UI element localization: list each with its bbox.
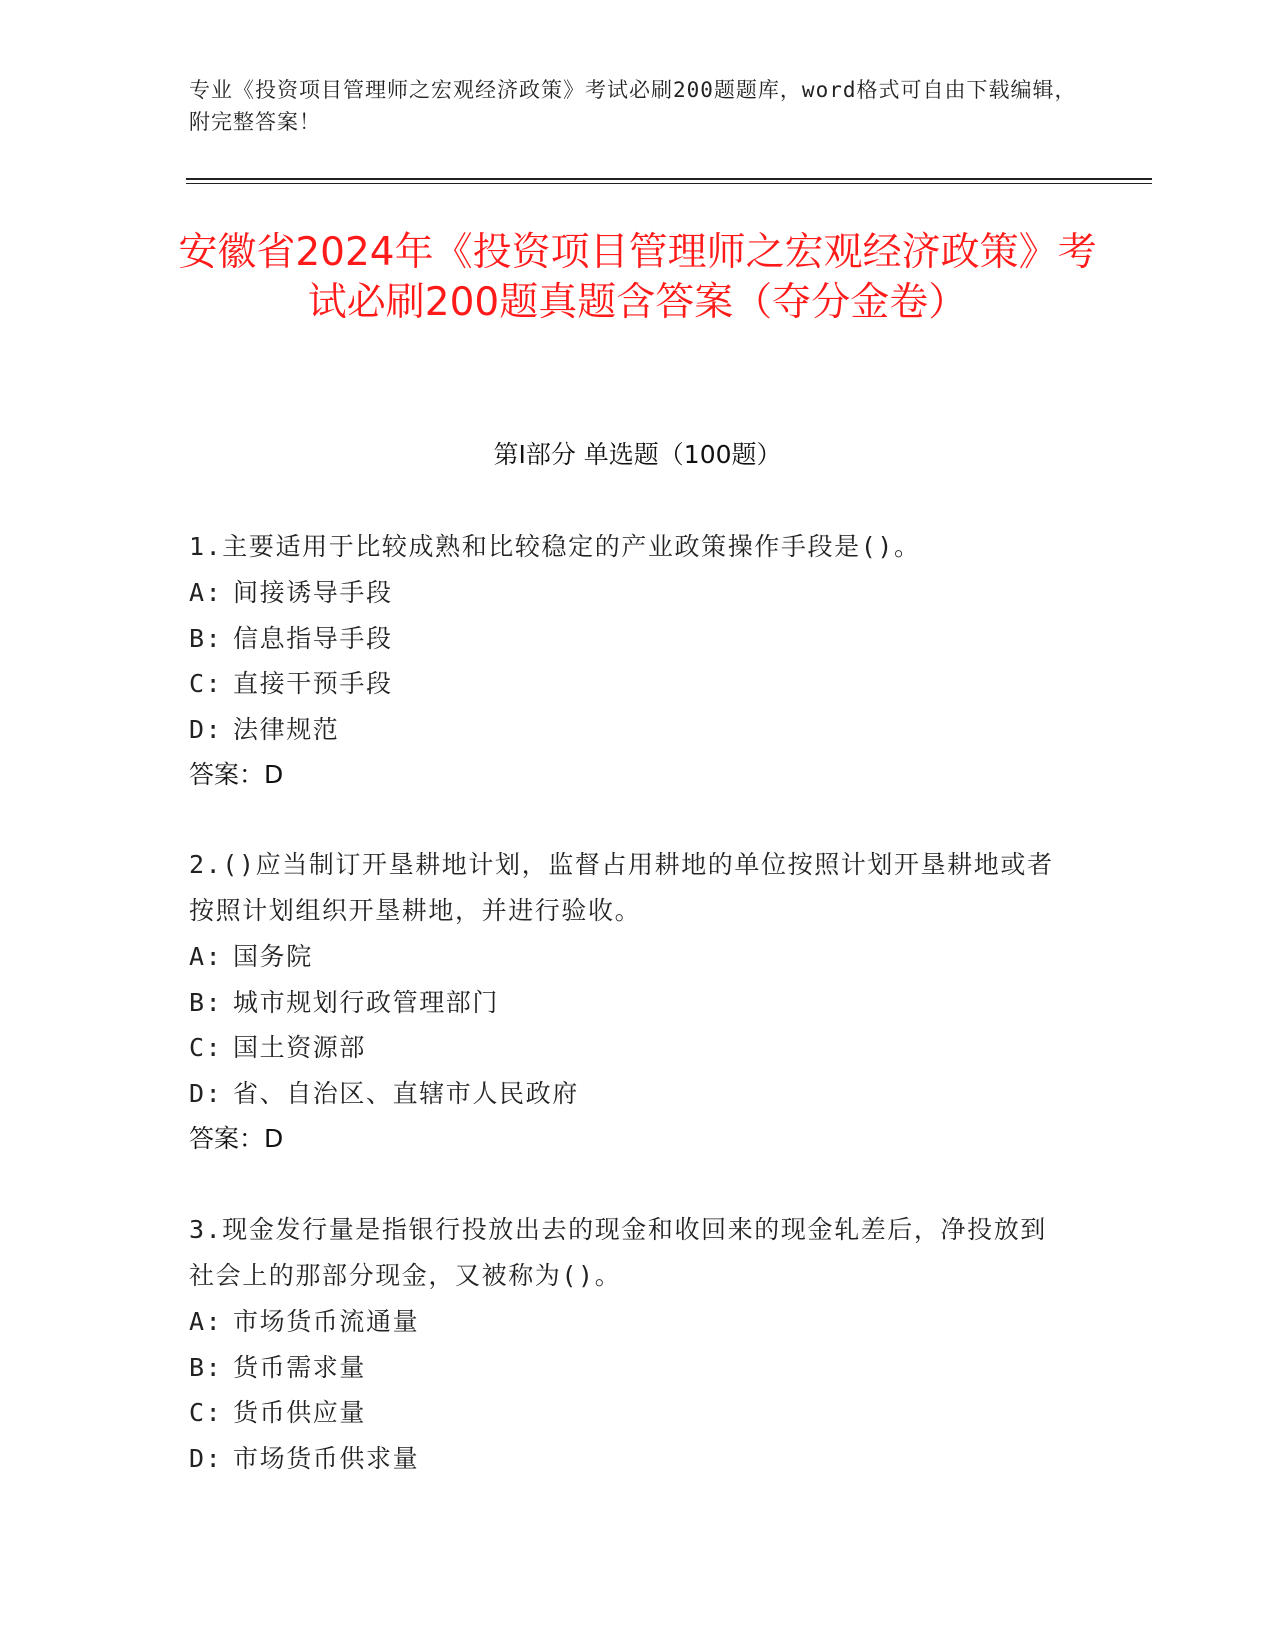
- option-key: C:: [189, 1398, 223, 1427]
- option-d: [189, 707, 1069, 753]
- document-title: 安徽省2024年《投资项目管理师之宏观经济政策》考试必刷200题真题含答案（夺分金卷）: [178, 230, 1097, 325]
- question-2: [189, 842, 1069, 1162]
- option-text: 信息指导手段: [233, 623, 393, 653]
- option-a: [189, 1299, 1069, 1345]
- answer: 答案：D: [189, 1124, 284, 1153]
- option-d: [189, 1436, 1069, 1482]
- option-c: [189, 1390, 1069, 1436]
- question-stem: 1.主要适用于比较成熟和比较稳定的产业政策操作手段是()。: [189, 532, 921, 561]
- header-divider-thin: [186, 183, 1152, 184]
- option-text: 间接诱导手段: [233, 578, 393, 607]
- option-b: [189, 1345, 1069, 1391]
- option-key: A:: [189, 1307, 223, 1336]
- option-key: A:: [189, 578, 223, 607]
- option-text: 省、自治区、直辖市人民政府: [233, 1078, 579, 1108]
- option-text: 国务院: [233, 942, 313, 971]
- question-stem: 3.现金发行量是指银行投放出去的现金和收回来的现金轧差后，净投放到社会上的那部分现金，又被称为()。: [189, 1215, 1047, 1290]
- question-3: [189, 1207, 1069, 1481]
- option-key: D:: [189, 1078, 223, 1108]
- option-text: 城市规划行政管理部门: [233, 987, 500, 1017]
- option-key: A:: [189, 942, 223, 971]
- option-b: [189, 616, 1069, 662]
- option-key: C:: [189, 669, 223, 698]
- option-key: D:: [189, 714, 223, 744]
- option-text: 国土资源部: [233, 1033, 367, 1062]
- option-text: 直接干预手段: [233, 669, 393, 698]
- option-key: B:: [189, 1352, 223, 1382]
- question-stem: 2.()应当制订开垦耕地计划，监督占用耕地的单位按照计划开垦耕地或者按照计划组织开垦耕地，并进行验收。: [189, 850, 1054, 925]
- header-note: 专业《投资项目管理师之宏观经济政策》考试必刷200题题库，word格式可自由下载编辑，附完整答案！: [189, 78, 1077, 134]
- option-c: [189, 1025, 1069, 1071]
- header-divider-thick: [186, 178, 1152, 180]
- option-d: [189, 1071, 1069, 1117]
- answer: 答案：D: [189, 760, 284, 789]
- option-key: D:: [189, 1443, 223, 1473]
- question-1: [189, 524, 1069, 798]
- option-key: C:: [189, 1033, 223, 1062]
- option-text: 市场货币流通量: [233, 1307, 420, 1336]
- option-b: [189, 980, 1069, 1026]
- option-key: B:: [189, 987, 223, 1017]
- option-text: 货币供应量: [233, 1398, 367, 1427]
- option-a: [189, 570, 1069, 616]
- option-key: B:: [189, 623, 223, 653]
- section-heading: 第Ⅰ部分 单选题（100题）: [493, 440, 782, 469]
- option-text: 货币需求量: [233, 1352, 367, 1382]
- option-text: 市场货币供求量: [233, 1443, 420, 1473]
- option-c: [189, 661, 1069, 707]
- option-a: [189, 934, 1069, 980]
- option-text: 法律规范: [233, 714, 340, 744]
